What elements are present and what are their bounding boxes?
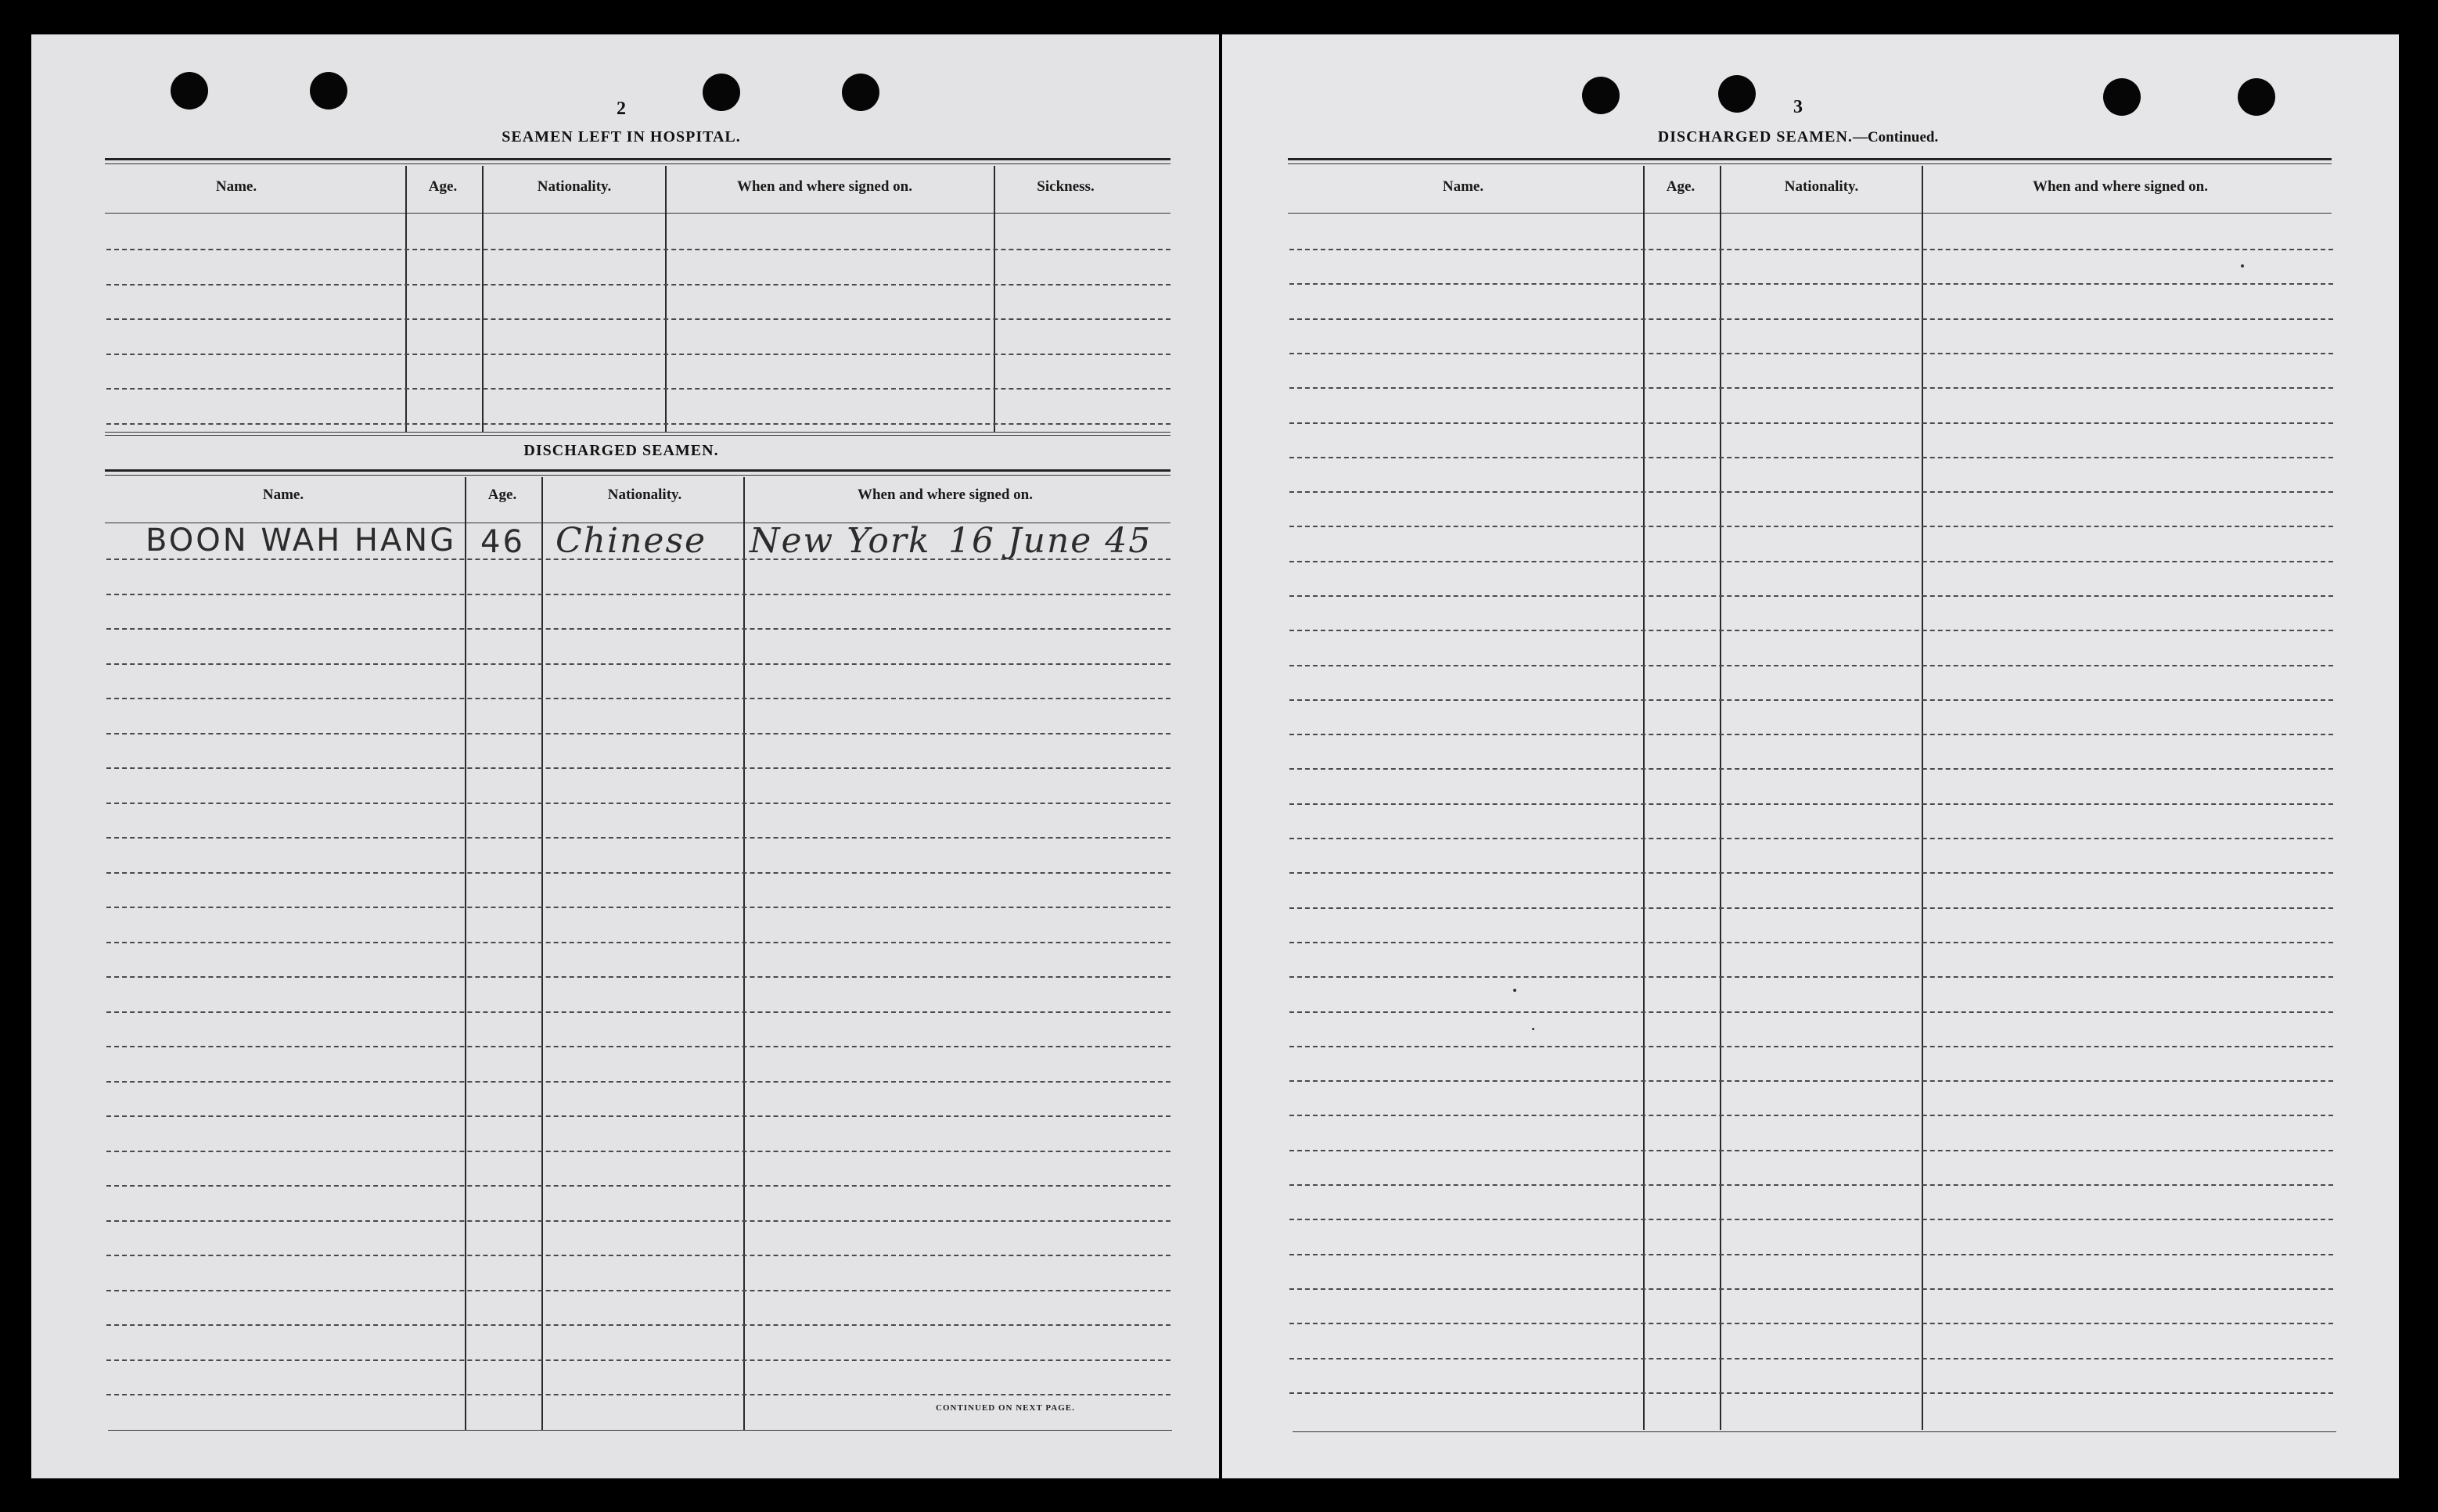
continued-note: CONTINUED ON NEXT PAGE.	[936, 1403, 1075, 1413]
ruled-line	[1289, 457, 2333, 458]
ruled-line	[1289, 734, 2333, 735]
ruled-line	[1289, 595, 2333, 597]
hospital-col-sickness: Sickness.	[1037, 178, 1095, 195]
continued-col-divider	[1720, 166, 1721, 1430]
ruled-line	[1289, 872, 2333, 874]
ruled-line	[1289, 1011, 2333, 1013]
ruled-line	[1289, 1150, 2333, 1151]
discharged-col-nationality: Nationality.	[607, 487, 682, 503]
ruled-line	[106, 1255, 1170, 1256]
ruled-line	[1289, 318, 2333, 320]
ruled-line	[106, 1359, 1170, 1361]
entry-signed-on-date: 16 June 45	[948, 521, 1152, 561]
punch-hole	[1582, 77, 1620, 114]
ruled-line	[106, 872, 1170, 874]
entry-name: BOON WAH HANG	[146, 523, 457, 558]
ruled-line	[1289, 976, 2333, 978]
continued-bottom-rule	[1293, 1431, 2336, 1432]
hospital-section-heading: SEAMEN LEFT IN HOSPITAL.	[502, 128, 741, 145]
hospital-col-divider	[405, 166, 407, 432]
ruled-line	[106, 628, 1170, 630]
ruled-line	[106, 388, 1170, 390]
heading-rule	[105, 158, 1170, 160]
heading-main: DISCHARGED SEAMEN.	[1657, 128, 1853, 145]
ruled-line	[1289, 387, 2333, 389]
ruled-line	[1289, 422, 2333, 424]
ruled-line	[106, 1324, 1170, 1326]
ruled-line	[106, 663, 1170, 665]
ruled-line	[1289, 283, 2333, 285]
ruled-line	[106, 1185, 1170, 1187]
ruled-line	[106, 1115, 1170, 1117]
discharged-col-divider	[465, 477, 466, 1430]
ruled-line	[1289, 1358, 2333, 1359]
ruled-line	[106, 1081, 1170, 1083]
ruled-line	[106, 284, 1170, 286]
discharged-col-signed-on: When and where signed on.	[857, 487, 1034, 503]
continued-col-signed-on: When and where signed on.	[2032, 178, 2209, 195]
ruled-line	[1289, 1184, 2333, 1186]
ruled-line	[106, 837, 1170, 839]
ruled-line	[106, 1290, 1170, 1291]
ruled-line	[1289, 1254, 2333, 1255]
punch-hole	[1718, 75, 1756, 113]
ruled-line	[1289, 665, 2333, 666]
ruled-line	[1289, 353, 2333, 354]
punch-hole	[310, 72, 347, 110]
heading-rule	[105, 163, 1170, 164]
hospital-col-divider	[665, 166, 667, 432]
ruled-line	[106, 976, 1170, 978]
hospital-header-rule	[105, 213, 1170, 214]
ruled-line	[106, 249, 1170, 250]
discharged-section-heading: DISCHARGED SEAMEN.	[523, 442, 719, 459]
ruled-line	[1289, 1288, 2333, 1290]
discharged-continued-heading	[1658, 128, 1938, 146]
ruled-line	[106, 767, 1170, 769]
entry-age: 46	[480, 524, 525, 560]
ruled-line	[106, 733, 1170, 734]
ruled-line	[1289, 1080, 2333, 1082]
ruled-line	[106, 1011, 1170, 1013]
punch-hole	[2103, 78, 2141, 116]
entry-signed-on-place: New York	[750, 521, 931, 561]
page-number: 2	[617, 99, 626, 119]
heading-suffix: —Continued.	[1852, 129, 1939, 145]
continued-col-divider	[1922, 166, 1923, 1430]
hospital-col-divider	[994, 166, 995, 432]
continued-col-divider	[1643, 166, 1645, 1430]
discharged-col-divider	[541, 477, 543, 1430]
discharged-bottom-rule	[108, 1430, 1172, 1431]
left-page	[31, 34, 1219, 1478]
ruled-line	[106, 594, 1170, 595]
hospital-col-nationality: Nationality.	[537, 178, 612, 195]
ruled-line	[1289, 838, 2333, 839]
ruled-line	[106, 907, 1170, 908]
ruled-line	[1289, 942, 2333, 943]
discharged-col-divider	[743, 477, 745, 1430]
ruled-line	[1289, 1115, 2333, 1116]
ruled-line	[106, 1220, 1170, 1222]
continued-col-age: Age.	[1666, 178, 1695, 195]
punch-hole	[842, 74, 879, 111]
ruled-line	[106, 1394, 1170, 1395]
ruled-line	[1289, 491, 2333, 493]
hospital-col-divider	[482, 166, 484, 432]
ruled-line	[1289, 526, 2333, 527]
right-page	[1222, 34, 2399, 1478]
heading-rule	[1288, 163, 2332, 164]
ruled-line	[106, 318, 1170, 320]
ruled-line	[106, 423, 1170, 425]
continued-col-name: Name.	[1442, 178, 1484, 195]
hospital-col-name: Name.	[215, 178, 257, 195]
ruled-line	[1289, 1323, 2333, 1324]
heading-rule	[105, 469, 1170, 472]
ruled-line	[1289, 768, 2333, 770]
page-number: 3	[1793, 97, 1803, 117]
punch-hole	[171, 72, 208, 110]
punch-hole	[703, 74, 740, 111]
paper-speck	[1532, 1028, 1534, 1030]
heading-rule	[1288, 158, 2332, 160]
entry-nationality: Chinese	[556, 521, 707, 561]
ruled-line	[106, 698, 1170, 699]
paper-speck	[1513, 989, 1516, 992]
paper-speck	[2241, 264, 2244, 268]
ruled-line	[1289, 1392, 2333, 1394]
hospital-col-signed-on: When and where signed on.	[736, 178, 913, 195]
ruled-line	[1289, 1219, 2333, 1220]
ruled-line	[1289, 699, 2333, 701]
ruled-line	[1289, 803, 2333, 805]
ruled-line	[1289, 1046, 2333, 1047]
heading-rule	[105, 475, 1170, 476]
ruled-line	[106, 1151, 1170, 1152]
hospital-col-age: Age.	[428, 178, 458, 195]
discharged-col-name: Name.	[262, 487, 304, 503]
ruled-line	[106, 354, 1170, 355]
discharged-col-age: Age.	[487, 487, 517, 503]
ruled-line	[1289, 561, 2333, 562]
ruled-line	[1289, 249, 2333, 250]
hospital-bottom-rule	[105, 432, 1170, 433]
continued-header-rule	[1288, 213, 2332, 214]
ruled-line	[106, 942, 1170, 943]
hospital-bottom-rule	[105, 435, 1170, 436]
ruled-line	[106, 803, 1170, 804]
continued-col-nationality: Nationality.	[1784, 178, 1859, 195]
ruled-line	[1289, 630, 2333, 631]
ruled-line	[106, 1046, 1170, 1047]
ruled-line	[1289, 907, 2333, 909]
punch-hole	[2238, 78, 2275, 116]
